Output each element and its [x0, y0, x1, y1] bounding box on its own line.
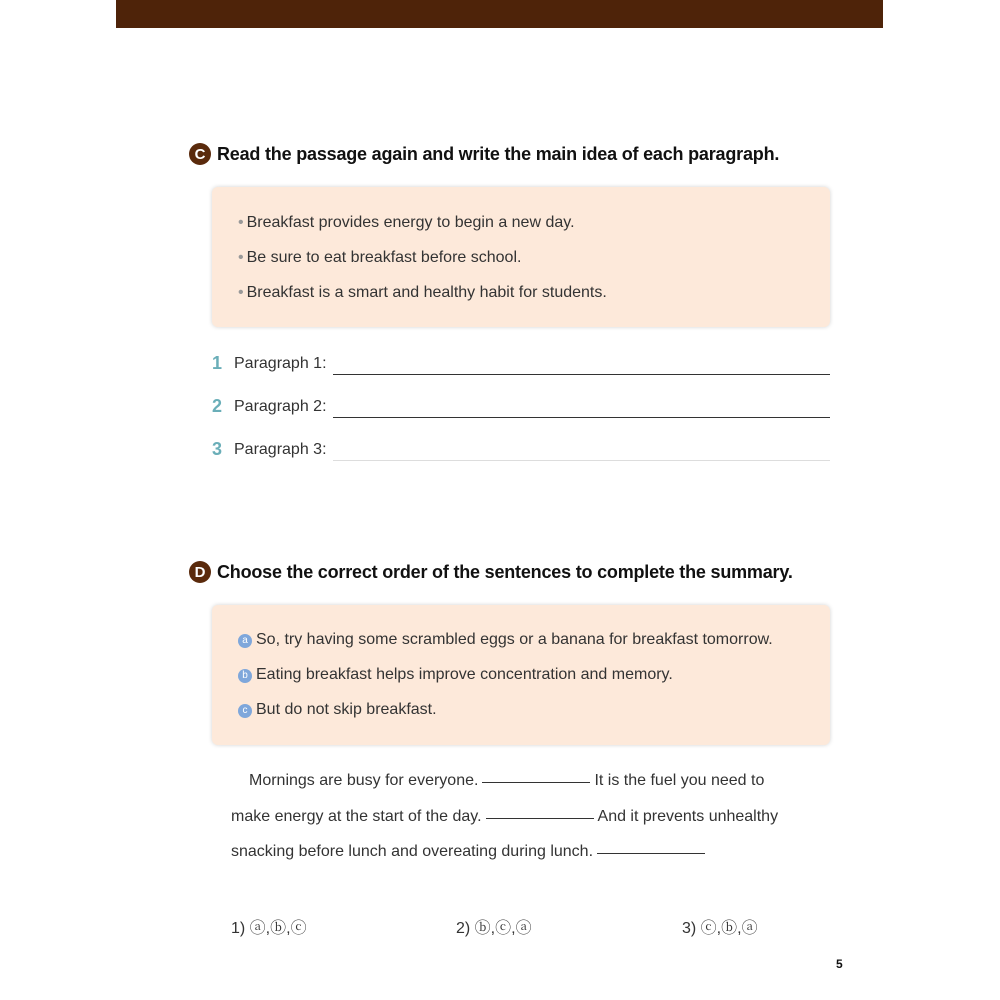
summary-line-2: make energy at the start of the day. And it prevents unhealthy [231, 808, 779, 825]
section-c-heading [189, 143, 779, 165]
question-number: 2 [212, 396, 223, 416]
question-3 [212, 439, 327, 460]
main-idea-option: • Breakfast is a smart and healthy habit for students. [238, 284, 607, 301]
sentence-options-box [212, 605, 830, 745]
section-c-title: Read the passage again and write the main idea of each paragraph. [217, 143, 780, 164]
circle-b-icon: b [238, 669, 252, 683]
question-number: 1 [212, 353, 223, 373]
sentence-option-c: c But do not skip breakfast. [238, 701, 437, 719]
answer-line-1[interactable] [333, 374, 830, 375]
section-d-heading [189, 561, 793, 583]
main-idea-options-box [212, 187, 830, 327]
question-label: Paragraph 2: [234, 397, 327, 415]
circle-c-icon: c [238, 704, 252, 718]
summary-blank-1[interactable] [482, 782, 590, 783]
sentence-option-b: b Eating breakfast helps improve concentration and memory. [238, 666, 673, 684]
summary-blank-3[interactable] [597, 853, 705, 854]
circle-a-icon: a [238, 634, 252, 648]
choice-1[interactable]: 1) ⓐ,ⓑ,ⓒ [231, 920, 307, 937]
question-1 [212, 353, 327, 374]
sentence-option-a: a So, try having some scrambled eggs or a banana for breakfast tomorrow. [238, 631, 773, 649]
question-label: Paragraph 1: [234, 354, 327, 372]
summary-line-1: Mornings are busy for everyone. It is the fuel you need to [249, 772, 765, 789]
summary-line-3: snacking before lunch and overeating during lunch. [231, 843, 709, 861]
page-number: 5 [836, 957, 843, 971]
question-label: Paragraph 3: [234, 440, 327, 458]
question-2 [212, 396, 327, 417]
section-d-badge: D [189, 561, 211, 583]
summary-blank-2[interactable] [486, 818, 594, 819]
header-bar [116, 0, 883, 28]
main-idea-option: • Be sure to eat breakfast before school. [238, 249, 522, 266]
answer-line-3[interactable] [333, 460, 830, 461]
section-d-title: Choose the correct order of the sentences to complete the summary. [217, 561, 793, 582]
question-number: 3 [212, 439, 223, 459]
choice-3[interactable]: 3) ⓒ,ⓑ,ⓐ [682, 920, 758, 937]
choice-2[interactable]: 2) ⓑ,ⓒ,ⓐ [456, 920, 532, 937]
answer-line-2[interactable] [333, 417, 830, 418]
section-c-badge: C [189, 143, 211, 165]
main-idea-option: • Breakfast provides energy to begin a new day. [238, 214, 575, 231]
